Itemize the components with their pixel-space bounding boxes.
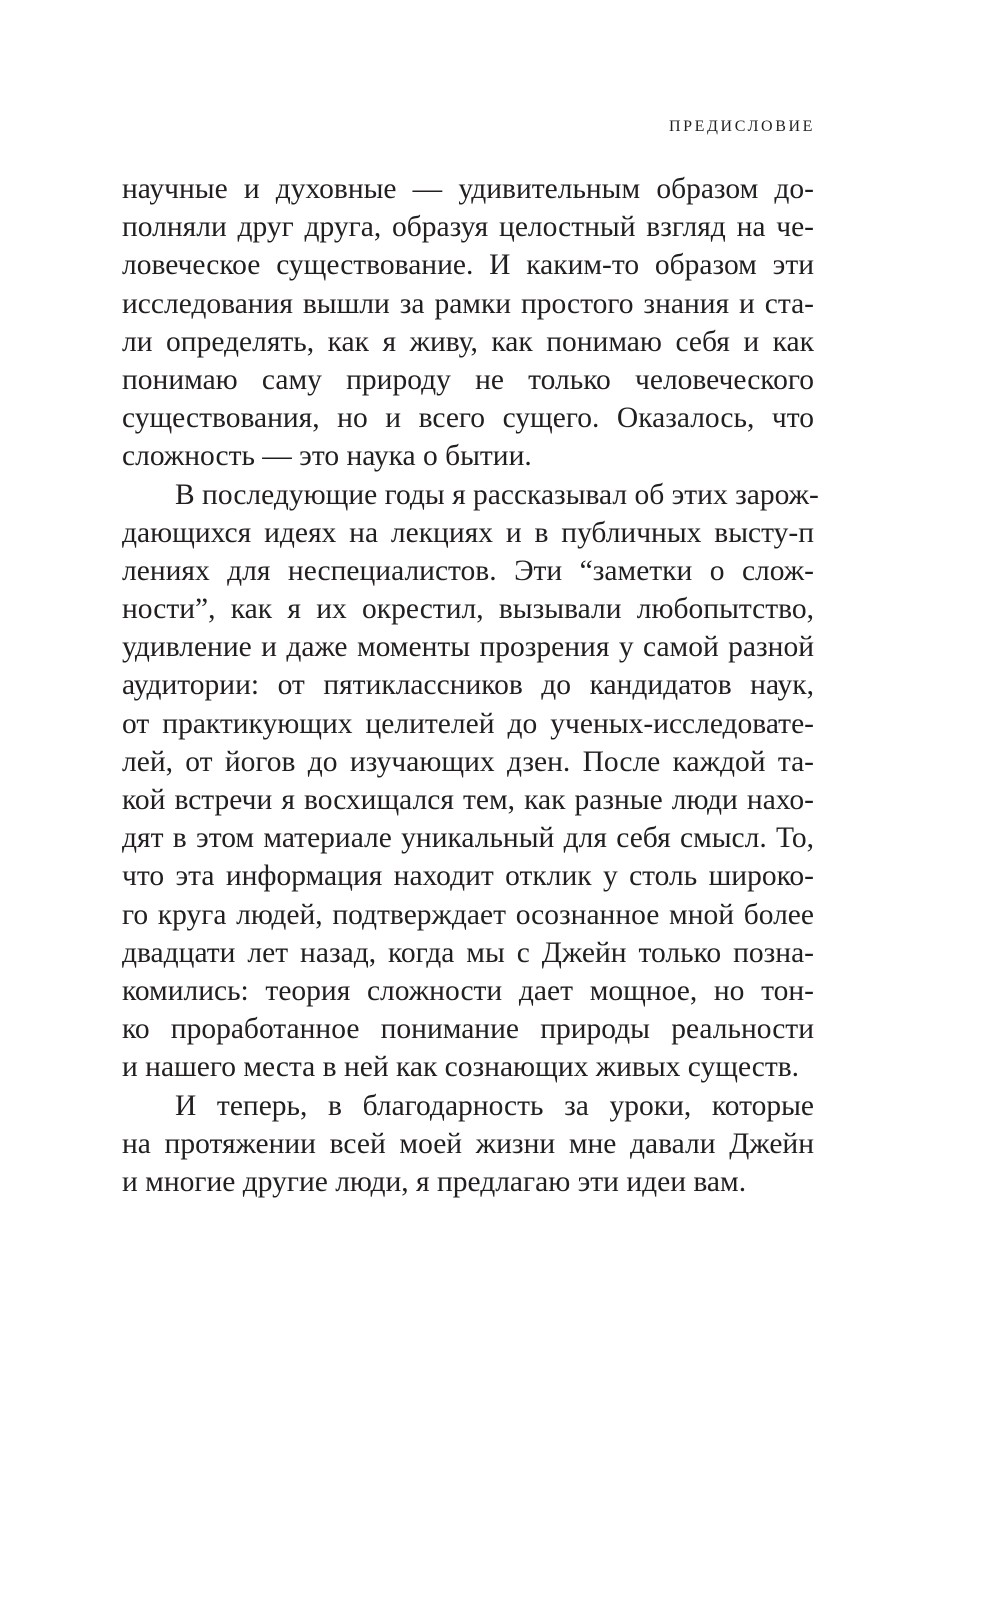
- text-line: аудитории: от пятиклассников до кандидатов наук,: [122, 669, 814, 702]
- text-line: В последующие годы я рассказывал об этих зарож-: [175, 478, 819, 511]
- text-line: ко проработанное понимание природы реальности: [122, 1013, 814, 1046]
- running-head: ПРЕДИСЛОВИЕ: [669, 118, 815, 135]
- text-line: и нашего места в ней как сознающих живых существ.: [122, 1051, 800, 1084]
- text-line: от практикующих целителей до ученых-исследовате-: [122, 707, 814, 740]
- body-text: [122, 170, 819, 1201]
- text-line: ности”, как я их окрестил, вызывали любопытство,: [122, 593, 814, 626]
- text-line: научные и духовные — удивительным образом до-: [122, 173, 814, 205]
- text-line: полняли друг друга, образуя целостный взгляд на че-: [122, 211, 814, 244]
- text-line: го круга людей, подтверждает осознанное мной более: [122, 898, 814, 931]
- text-line: существования, но и всего сущего. Оказалось, что: [122, 402, 814, 435]
- text-line: И теперь, в благодарность за уроки, которые: [175, 1089, 814, 1122]
- paragraph-2: [122, 476, 819, 1087]
- text-line: понимаю саму природу не только человеческого: [122, 363, 814, 396]
- text-line: дят в этом материале уникальный для себя смысл. То,: [122, 822, 814, 855]
- text-line: на протяжении всей моей жизни мне давали Джейн: [122, 1127, 814, 1160]
- text-line: исследования вышли за рамки простого знания и ста-: [122, 287, 814, 320]
- text-line: лениях для неспециалистов. Эти “заметки о слож-: [122, 554, 814, 587]
- text-line: сложность — это наука о бытии.: [122, 440, 532, 473]
- text-line: ли определять, как я живу, как понимаю себя и как: [122, 325, 814, 358]
- text-line: двадцати лет назад, когда мы с Джейн только позна-: [122, 936, 814, 969]
- text-line: кой встречи я восхищался тем, как разные люди нахо-: [122, 784, 814, 816]
- text-line: ловеческое существование. И каким-то образом эти: [122, 249, 814, 282]
- text-line: лей, от йогов до изучающих дзен. После каждой та-: [122, 745, 814, 778]
- text-line: комились: теория сложности дает мощное, но тон-: [122, 974, 814, 1007]
- text-line: удивление и даже моменты прозрения у самой разной: [122, 631, 814, 664]
- text-line: что эта информация находит отклик у столь широко-: [122, 860, 814, 893]
- paragraph-3: [122, 1087, 814, 1202]
- text-line: дающихся идеях на лекциях и в публичных высту-п: [122, 516, 814, 549]
- text-line: и многие другие люди, я предлагаю эти идеи вам.: [122, 1165, 747, 1198]
- paragraph-1: [122, 170, 814, 476]
